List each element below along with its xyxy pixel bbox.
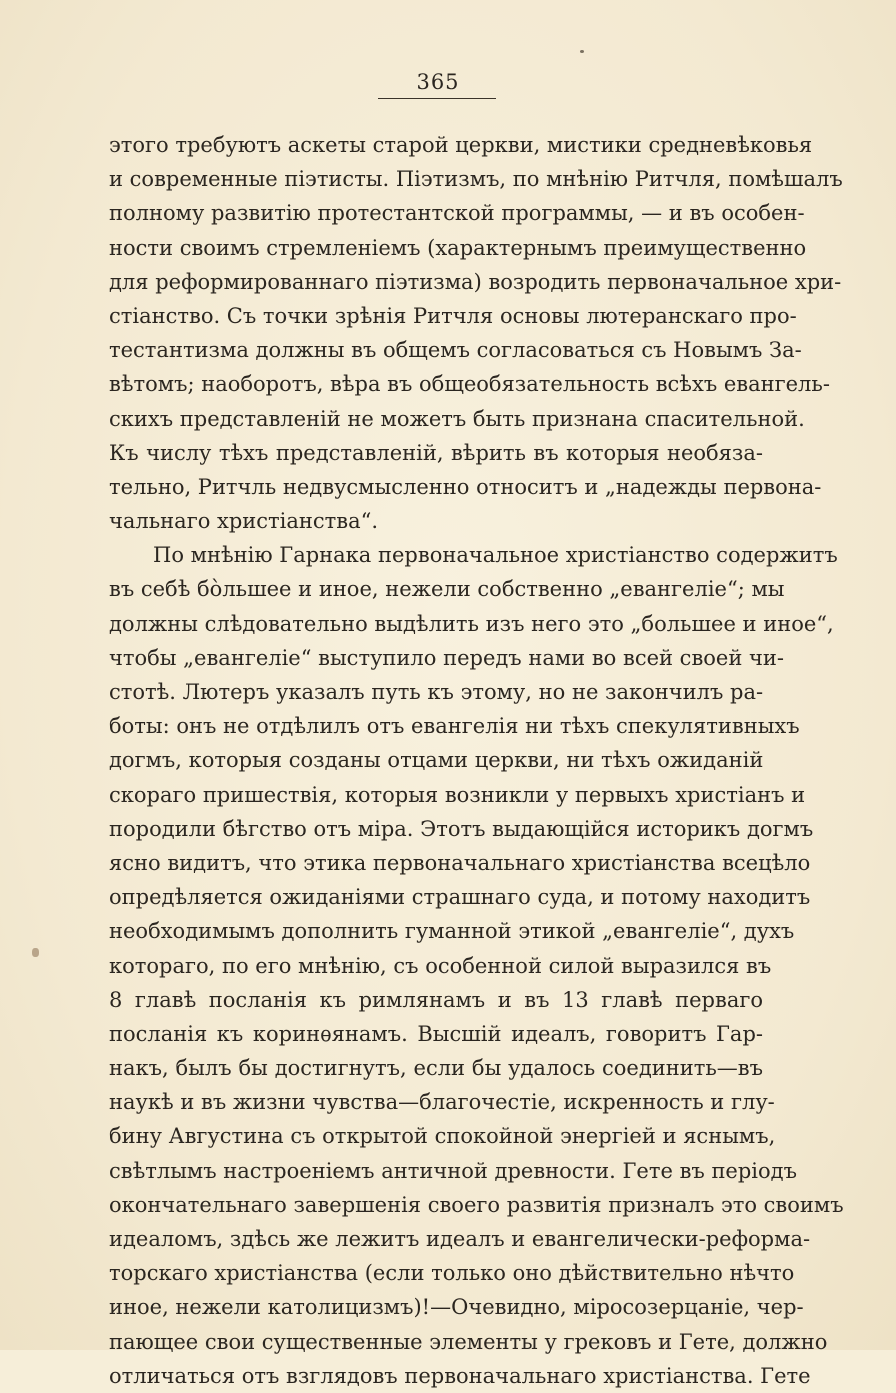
text-line: ности своимъ стремленіемъ (характернымъ преимущественно	[109, 235, 807, 260]
text-line: скораго пришествія, которыя возникли у первыхъ христіанъ и	[109, 782, 806, 807]
text-line: должны слѣдовательно выдѣлить изъ него это „большее и иное“,	[109, 611, 834, 636]
text-line: бину Августина съ открытой спокойной энергіей и яснымъ,	[109, 1124, 776, 1149]
text-line: чтобы „евангеліе“ выступило передъ нами во всей своей чи-	[109, 645, 784, 670]
text-line: посланія къ коринѳянамъ. Высшій идеалъ, говоритъ Гар-	[109, 1021, 763, 1046]
body-text	[109, 128, 844, 1393]
text-line: стотѣ. Лютеръ указалъ путь къ этому, но не закончилъ ра-	[109, 680, 764, 704]
text-line: опредѣляется ожиданіями страшнаго суда, и потому находитъ	[109, 885, 811, 910]
text-line: догмъ, которыя созданы отцами церкви, ни тѣхъ ожиданій	[109, 748, 764, 773]
text-line: отличаться отъ взглядовъ первоначальнаго христіанства. Гете	[109, 1363, 811, 1388]
text-line: стіанство. Съ точки зрѣнія Ритчля основы лютеранскаго про-	[109, 303, 797, 328]
text-line: торскаго христіанства (если только оно дѣйствительно нѣчто	[109, 1261, 795, 1286]
text-line: пающее свои существенные элементы у грековъ и Гете, должно	[109, 1329, 828, 1354]
margin-stain	[32, 948, 39, 957]
text-line: для реформированнаго піэтизма) возродить первоначальное хри-	[109, 269, 842, 294]
text-line: наукѣ и въ жизни чувства—благочестіе, искренность и глу-	[109, 1090, 775, 1115]
ink-speck	[580, 50, 584, 53]
text-line: породили бѣгство отъ міра. Этотъ выдающійся историкъ догмъ	[109, 816, 814, 841]
text-line: чальнаго христіанства“.	[109, 509, 379, 534]
text-line: тельно, Ритчль недвусмысленно относитъ и „надежды первона-	[109, 474, 822, 499]
text-line: иное, нежели католицизмъ)!—Очевидно, міросозерцаніе, чер-	[109, 1295, 804, 1320]
text-line: окончательнаго завершенія своего развитія призналъ это своимъ	[109, 1192, 844, 1217]
text-line: полному развитію протестантской программы, — и въ особен-	[109, 201, 805, 226]
paragraph	[109, 128, 843, 538]
text-line: накъ, былъ бы достигнутъ, если бы удалось соединить—въ	[109, 1056, 763, 1081]
text-line: котораго, по его мнѣнію, съ особенной силой выразился въ	[109, 953, 772, 978]
text-line: ясно видитъ, что этика первоначальнаго христіанства всецѣло	[109, 850, 811, 875]
text-line: свѣтлымъ настроеніемъ античной древности. Гете въ періодъ	[109, 1158, 797, 1183]
text-line: 8 главѣ посланія къ римлянамъ и въ 13 главѣ перваго	[109, 987, 763, 1012]
text-line: въ себѣ бо̀льшее и иное, нежели собственно „евангеліе“; мы	[109, 577, 785, 602]
text-line: По мнѣнію Гарнака первоначальное христіанство содержитъ	[153, 543, 838, 568]
text-line: боты: онъ не отдѣлилъ отъ евангелія ни тѣхъ спекулятивныхъ	[109, 714, 800, 739]
text-line: этого требуютъ аскеты старой церкви, мистики средневѣковья	[109, 133, 813, 157]
text-line: тестантизма должны въ общемъ согласоваться съ Новымъ За-	[109, 338, 802, 363]
text-line: Къ числу тѣхъ представленій, вѣрить въ которыя необяза-	[109, 440, 763, 465]
header-rule	[378, 98, 496, 99]
paragraph	[109, 538, 844, 1393]
text-line: вѣтомъ; наоборотъ, вѣра въ общеобязательность всѣхъ евангель-	[109, 372, 830, 397]
page-number: 365	[416, 70, 460, 94]
text-line: необходимымъ дополнить гуманной этикой „евангеліе“, духъ	[109, 919, 795, 944]
text-line: скихъ представленій не можетъ быть признана спасительной.	[109, 406, 805, 431]
text-line: и современные піэтисты. Піэтизмъ, по мнѣнію Ритчля, помѣшалъ	[109, 167, 843, 192]
text-line: идеаломъ, здѣсь же лежитъ идеалъ и евангелически-реформа-	[109, 1227, 811, 1251]
